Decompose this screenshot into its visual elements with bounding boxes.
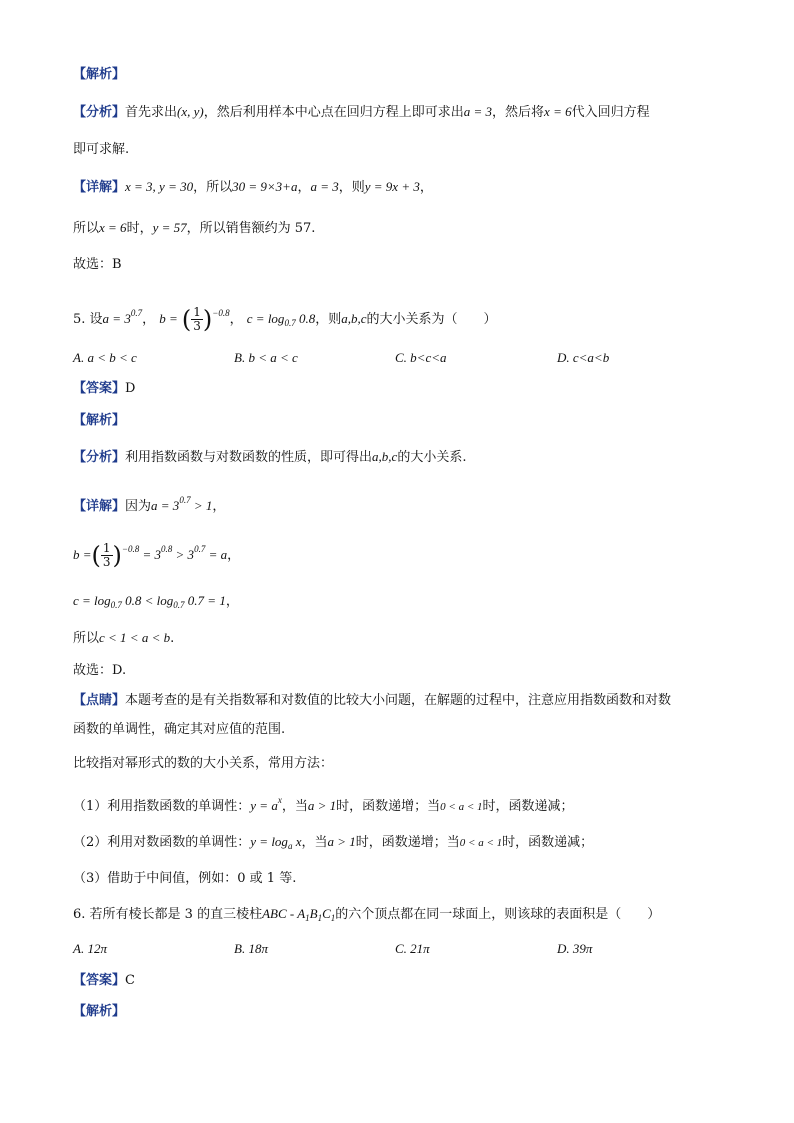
option-d: D. c<a<b xyxy=(557,350,610,365)
method-2: （2）利用对数函数的单调性：$y = \log_a x$，当a > 1时，函数递增；当0 < a < 1时，函数递减； xyxy=(73,834,594,851)
analysis-5: 【分析】利用指数函数与对数函数的性质，即可得出a,b,c的大小关系. xyxy=(73,449,467,465)
option-a: A. a < b < c xyxy=(73,350,137,365)
comment-5-cont: 函数的单调性，确定其对应值的范围. xyxy=(73,722,286,737)
detail-5: 【详解】因为$a = 3^{0.7} > 1$， xyxy=(73,495,226,514)
detail-line: 【详解】x = 3, y = 30，所以30 = 9×3+a，a = 3，则y = 9x + 3， xyxy=(73,179,433,195)
methods-intro: 比较指对幂形式的数的大小关系，常用方法： xyxy=(73,756,334,771)
analysis-line-cont: 即可求解. xyxy=(73,142,130,157)
question-5: 5. 设$a = 3^{0.7}$， b = ( $\frac{1}{3}$ )$^{-0.8}$， $c = \log_{0.7} 0.8$，则a,b,c的大小关系为（ ） xyxy=(73,305,497,334)
analysis-heading-5: 【解析】 xyxy=(73,413,126,428)
choice-5: 故选：D. xyxy=(73,663,127,678)
method-1: （1）利用指数函数的单调性：$y = a^x$，当a > 1时，函数递增；当0 < a < 1时，函数递减； xyxy=(73,795,574,814)
option-c: C. b<c<a xyxy=(395,350,447,365)
analysis-line: 【分析】首先求出(x, y)，然后利用样本中心点在回归方程上即可求出a = 3，然后将x = 6代入回归方程 xyxy=(73,104,650,120)
answer-5: 【答案】D xyxy=(73,381,136,396)
option-b: B. b < a < c xyxy=(234,350,298,365)
option6-b: B. 18π xyxy=(234,941,268,956)
option6-c: C. 21π xyxy=(395,941,430,956)
b-derivation: b =( $\frac{1}{3}$ )$^{-0.8} = 3^{0.8} > 3^{0.7} = a$， xyxy=(73,541,241,570)
conclusion-5: 所以c < 1 < a < b. xyxy=(73,630,175,646)
detail-line-2: 所以x = 6时，y = 57，所以销售额约为 57. xyxy=(73,220,316,236)
method-3: （3）借助于中间值，例如：0 或 1 等. xyxy=(73,871,297,886)
c-derivation: $c = \log_{0.7} 0.8 < \log_{0.7} 0.7 = 1$， xyxy=(73,593,239,610)
comment-5: 【点睛】本题考查的是有关指数幂和对数值的比较大小问题，在解题的过程中，注意应用指数函数和对数 xyxy=(73,693,672,708)
analysis-heading: 【解析】 xyxy=(73,67,126,82)
analysis-heading-6: 【解析】 xyxy=(73,1004,126,1019)
choice-line: 故选：B xyxy=(73,257,122,272)
option6-a: A. 12π xyxy=(73,941,107,956)
answer-6: 【答案】C xyxy=(73,973,135,988)
question-6: 6. 若所有棱长都是 3 的直三棱柱ABC - $A_1B_1C_1$的六个顶点都在同一球面上，则该球的表面积是（ ） xyxy=(73,906,661,923)
option6-d: D. 39π xyxy=(557,941,593,956)
